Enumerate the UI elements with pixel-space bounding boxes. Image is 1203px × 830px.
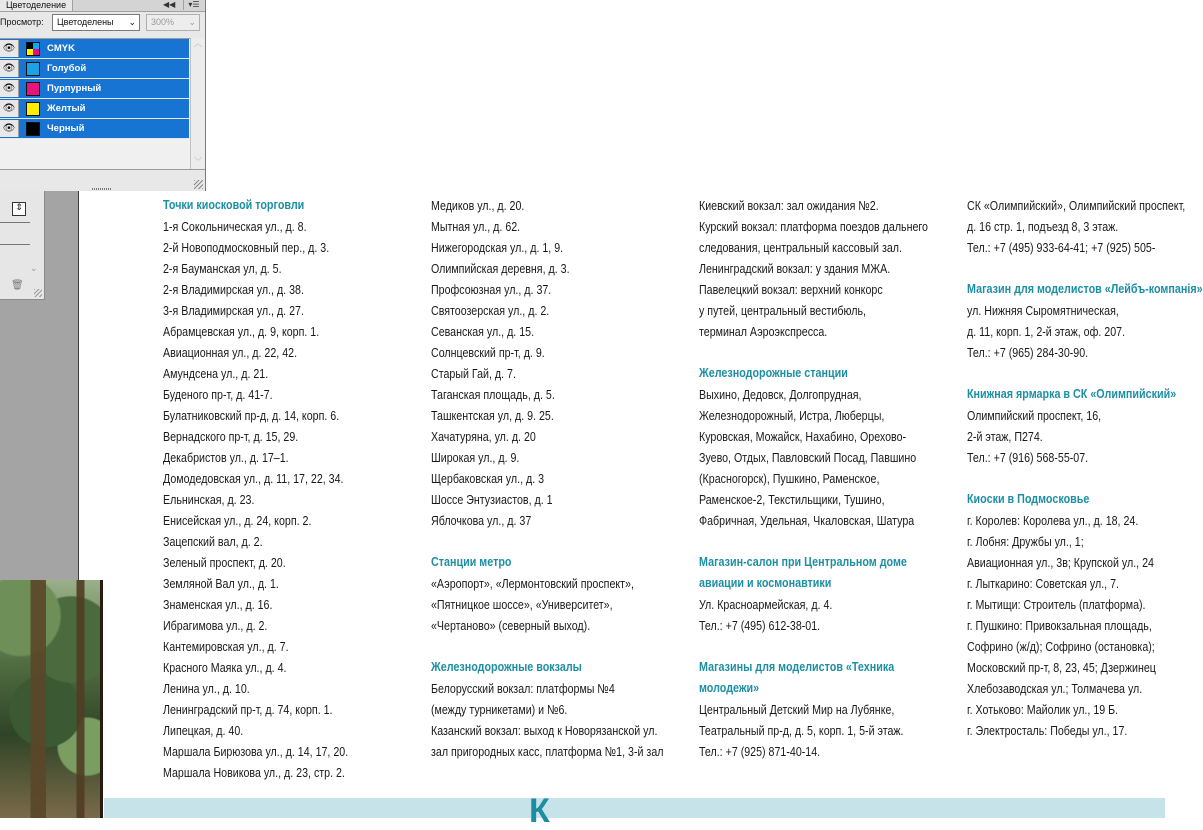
column-3 [699, 195, 961, 783]
section-heading: Магазин-салон при Центральном доме [699, 555, 907, 569]
section-heading: Книжная ярмарка в СК «Олимпийский» [967, 387, 1177, 401]
address-line: Авиационная ул., д. 22, 42. [163, 345, 298, 360]
swatch-icon [26, 82, 40, 96]
address-line: Белорусский вокзал: платформы №4 [431, 681, 615, 696]
zoom-value: 300% [151, 17, 175, 27]
address-line: Ленинградский пр-т, д. 74, корп. 1. [163, 702, 333, 717]
separation-row[interactable] [0, 39, 189, 59]
section [967, 195, 1186, 258]
address-line: Тел.: +7 (495) 612-38-01. [699, 618, 821, 633]
section-heading: Магазины для моделистов «Техника [699, 660, 895, 674]
address-line: Кантемировская ул., д. 7. [163, 639, 289, 654]
section [967, 384, 1177, 468]
address-line: Декабристов ул., д. 17–1. [163, 450, 289, 465]
resize-grip-icon[interactable] [34, 289, 42, 297]
section [431, 195, 693, 531]
address-line: Центральный Детский Мир на Лубянке, [699, 702, 895, 717]
separation-name: Желтый [47, 103, 86, 114]
separation-name: Черный [47, 123, 85, 134]
address-line: Амундсена ул., д. 21. [163, 366, 269, 381]
address-line: Тел.: +7 (925) 871-40-14. [699, 744, 821, 759]
section-heading: Киоски в Подмосковье [967, 492, 1090, 506]
address-line: Ул. Красноармейская, д. 4. [699, 597, 833, 612]
address-line: Тел.: +7 (965) 284-30-90. [967, 345, 1089, 360]
address-line: Абрамцевская ул., д. 9, корп. 1. [163, 324, 320, 339]
view-select-value: Цветоделены [57, 17, 114, 27]
chevron-down-icon[interactable]: ⌄ [30, 263, 38, 273]
address-line: 3-я Владимирская ул., д. 27. [163, 303, 304, 318]
address-line: «Аэропорт», «Лермонтовский проспект», [431, 576, 634, 591]
address-line: д. 16 стр. 1, подъезд 8, 3 этаж. [967, 219, 1119, 234]
address-line: Ельнинская, д. 23. [163, 492, 255, 507]
panel-tabbar [0, 0, 205, 12]
column-2 [431, 195, 693, 783]
address-line: 2-я Владимирская ул., д. 38. [163, 282, 304, 297]
address-line: Щербаковская ул., д. 3 [431, 471, 545, 486]
section-heading: молодежи» [699, 681, 760, 695]
address-line: 2-я Бауманская ул, д. 5. [163, 261, 282, 276]
address-line: Казанский вокзал: выход к Новорязанской ул. [431, 723, 658, 738]
address-line: у путей, центральный вестибюль, [699, 303, 866, 318]
section-heading: Железнодорожные вокзалы [431, 660, 582, 674]
section-heading: Точки киосковой торговли [163, 198, 305, 212]
address-line: Раменское-2, Текстильщики, Тушино, [699, 492, 885, 507]
address-line: Мытная ул., д. 62. [431, 219, 521, 234]
chevron-down-icon: ⌄ [188, 17, 196, 27]
separation-row[interactable] [0, 59, 189, 79]
address-line: Яблочкова ул., д. 37 [431, 513, 532, 528]
section [967, 489, 1165, 741]
address-line: Курский вокзал: платформа поездов дальнего [699, 219, 928, 234]
section [163, 195, 425, 783]
separation-name: Голубой [47, 63, 87, 74]
address-line: Севанская ул., д. 15. [431, 324, 535, 339]
section [699, 552, 961, 636]
swatch-icon [26, 42, 40, 56]
address-line: Таганская площадь, д. 5. [431, 387, 555, 402]
address-line: г. Лобня: Дружбы ул., 1; [967, 534, 1084, 549]
address-line: 2-й этаж, П274. [967, 429, 1043, 444]
resize-grip-icon[interactable] [194, 180, 203, 189]
section [431, 552, 693, 636]
address-line: «Пятницкое шоссе», «Университет», [431, 597, 613, 612]
section-heading: Станции метро [431, 555, 512, 569]
address-line: Святоозерская ул., д. 2. [431, 303, 550, 318]
address-line: г. Хотьково: Майолик ул., 19 Б. [967, 702, 1119, 717]
address-line: Авиационная ул., 3в; Крупской ул., 24 [967, 555, 1154, 570]
section [967, 279, 1203, 363]
address-line: Енисейская ул., д. 24, корп. 2. [163, 513, 312, 528]
address-line: (между турникетами) и №6. [431, 702, 568, 717]
address-line: Зацепский вал, д. 2. [163, 534, 263, 549]
address-line: следования, центральный кассовый зал. [699, 240, 902, 255]
eye-icon[interactable]: 👁 [0, 80, 19, 97]
address-line: 1-я Сокольническая ул., д. 8. [163, 219, 307, 234]
chevron-up-icon[interactable]: ︿ [194, 39, 202, 48]
address-line: Знаменская ул., д. 16. [163, 597, 273, 612]
address-line: г. Электросталь: Победы ул., 17. [967, 723, 1128, 738]
address-line: Булатниковский пр-д, д. 14, корп. 6. [163, 408, 340, 423]
address-line: Хачатуряна, ул. д. 20 [431, 429, 536, 444]
address-line: Шоссе Энтузиастов, д. 1 [431, 492, 553, 507]
address-line: Куровская, Можайск, Нахабино, Орехово- [699, 429, 907, 444]
address-line: Олимпийская деревня, д. 3. [431, 261, 570, 276]
eye-icon[interactable]: 👁 [0, 120, 19, 137]
address-line: Липецкая, д. 40. [163, 723, 244, 738]
address-line: Красного Маяка ул., д. 4. [163, 660, 287, 675]
address-line: (Красногорск), Пушкино, Раменское, [699, 471, 880, 486]
address-line: Профсоюзная ул., д. 37. [431, 282, 552, 297]
divider [0, 222, 30, 223]
address-line: Хлебозаводская ул.; Толмачева ул. [967, 681, 1143, 696]
separation-row[interactable] [0, 119, 189, 139]
section [699, 657, 961, 762]
address-line: Выхино, Дедовск, Долгопрудная, [699, 387, 862, 402]
address-line: Театральный пр-д, д. 5, корп. 1, 5-й этаж. [699, 723, 904, 738]
address-line: Старый Гай, д. 7. [431, 366, 516, 381]
address-line: Маршала Новикова ул., д. 23, стр. 2. [163, 765, 345, 780]
section-heading: Железнодорожные станции [699, 366, 848, 380]
panel-grip-icon[interactable] [92, 188, 112, 190]
collapse-icon[interactable]: ◀◀ [163, 0, 176, 9]
address-line: Земляной Вал ул., д. 1. [163, 576, 279, 591]
address-line: Нижегородская ул., д. 1, 9. [431, 240, 564, 255]
panel-tab-separations[interactable]: Цветоделение [0, 0, 73, 11]
address-line: Ленина ул., д. 10. [163, 681, 250, 696]
panel-menu-icon[interactable]: ▾☰ [183, 0, 204, 10]
address-line: Московский пр-т, 8, 23, 45; Дзержинец [967, 660, 1156, 675]
divider [0, 244, 30, 245]
separations-list [0, 38, 190, 170]
scrollbar[interactable] [190, 38, 205, 169]
address-line: Домодедовская ул., д. 11, 17, 22, 34. [163, 471, 344, 486]
secondary-panel [0, 191, 45, 300]
address-line: Железнодорожный, Истра, Люберцы, [699, 408, 885, 423]
address-line: Медиков ул., д. 20. [431, 198, 525, 213]
address-line: Солнцевский пр-т, д. 9. [431, 345, 545, 360]
address-line: Вернадского пр-т, д. 15, 29. [163, 429, 299, 444]
separation-name: Пурпурный [47, 83, 102, 94]
section-heading: авиации и космонавтики [699, 576, 832, 590]
address-line: Зеленый проспект, д. 20. [163, 555, 286, 570]
panel-footer [0, 169, 205, 191]
eye-icon[interactable]: 👁 [0, 40, 19, 57]
section [431, 657, 693, 762]
address-line: Тел.: +7 (916) 568-55-07. [967, 450, 1089, 465]
trash-icon[interactable]: 🗑 [11, 280, 24, 291]
chevron-down-icon[interactable]: ﹀ [194, 157, 202, 166]
separation-row[interactable] [0, 79, 189, 99]
address-line: 2-й Новоподмосковный пер., д. 3. [163, 240, 330, 255]
view-label: Просмотр: [0, 17, 44, 27]
address-line: Ибрагимова ул., д. 2. [163, 618, 268, 633]
address-line: г. Королев: Королева ул., д. 18, 24. [967, 513, 1139, 528]
address-line: Тел.: +7 (495) 933-64-41; +7 (925) 505- [967, 240, 1156, 255]
address-line: Фабричная, Удельная, Чкаловская, Шатура [699, 513, 915, 528]
address-line: Павелецкий вокзал: верхний конкорс [699, 282, 883, 297]
address-line: Буденого пр-т, д. 41-7. [163, 387, 273, 402]
banner-text: К [529, 792, 552, 830]
address-line: СК «Олимпийский», Олимпийский проспект, [967, 198, 1186, 213]
eye-icon[interactable]: 👁 [0, 100, 19, 117]
section [699, 363, 961, 531]
address-line: д. 11, корп. 1, 2-й этаж, оф. 207. [967, 324, 1126, 339]
column-4 [967, 195, 1203, 762]
section [699, 195, 961, 342]
address-line: Ленинградский вокзал: у здания МЖА. [699, 261, 891, 276]
address-line: г. Пушкино: Привокзальная площадь, [967, 618, 1152, 633]
zoom-select[interactable] [146, 14, 200, 31]
address-line: ул. Нижняя Сыромятническая, [967, 303, 1119, 318]
chevron-down-icon: ⌄ [128, 17, 136, 27]
column-1 [163, 195, 425, 804]
address-line: Ташкентская ул, д. 9. 25. [431, 408, 554, 423]
eye-icon[interactable]: 👁 [0, 60, 19, 77]
swatch-icon [26, 122, 40, 136]
layout-icon[interactable]: ⇕ [12, 202, 26, 216]
address-line: «Чертаново» (северный выход). [431, 618, 591, 633]
separation-name: CMYK [47, 43, 75, 54]
address-line: Олимпийский проспект, 16, [967, 408, 1102, 423]
swatch-icon [26, 102, 40, 116]
address-line: Маршала Бирюзова ул., д. 14, 17, 20. [163, 744, 349, 759]
address-line: Зуево, Отдых, Павловский Посад, Павшино [699, 450, 917, 465]
address-line: зал пригородных касс, платформа №1, 3-й зал [431, 744, 664, 759]
photo-fragment[interactable] [0, 580, 102, 818]
view-select[interactable] [52, 14, 140, 31]
address-line: г. Мытищи: Строитель (платформа). [967, 597, 1146, 612]
address-line: г. Лыткарино: Советская ул., 7. [967, 576, 1119, 591]
address-line: Киевский вокзал: зал ожидания №2. [699, 198, 879, 213]
photo-frame [100, 580, 103, 818]
address-line: терминал Аэроэкспресса. [699, 324, 828, 339]
address-line: Софрино (ж/д); Софрино (остановка); [967, 639, 1155, 654]
swatch-icon [26, 62, 40, 76]
address-line: Широкая ул., д. 9. [431, 450, 520, 465]
separations-panel [0, 0, 206, 191]
section-heading: Магазин для моделистов «Лейбъ-компанія» [967, 282, 1203, 296]
separation-row[interactable] [0, 99, 189, 119]
